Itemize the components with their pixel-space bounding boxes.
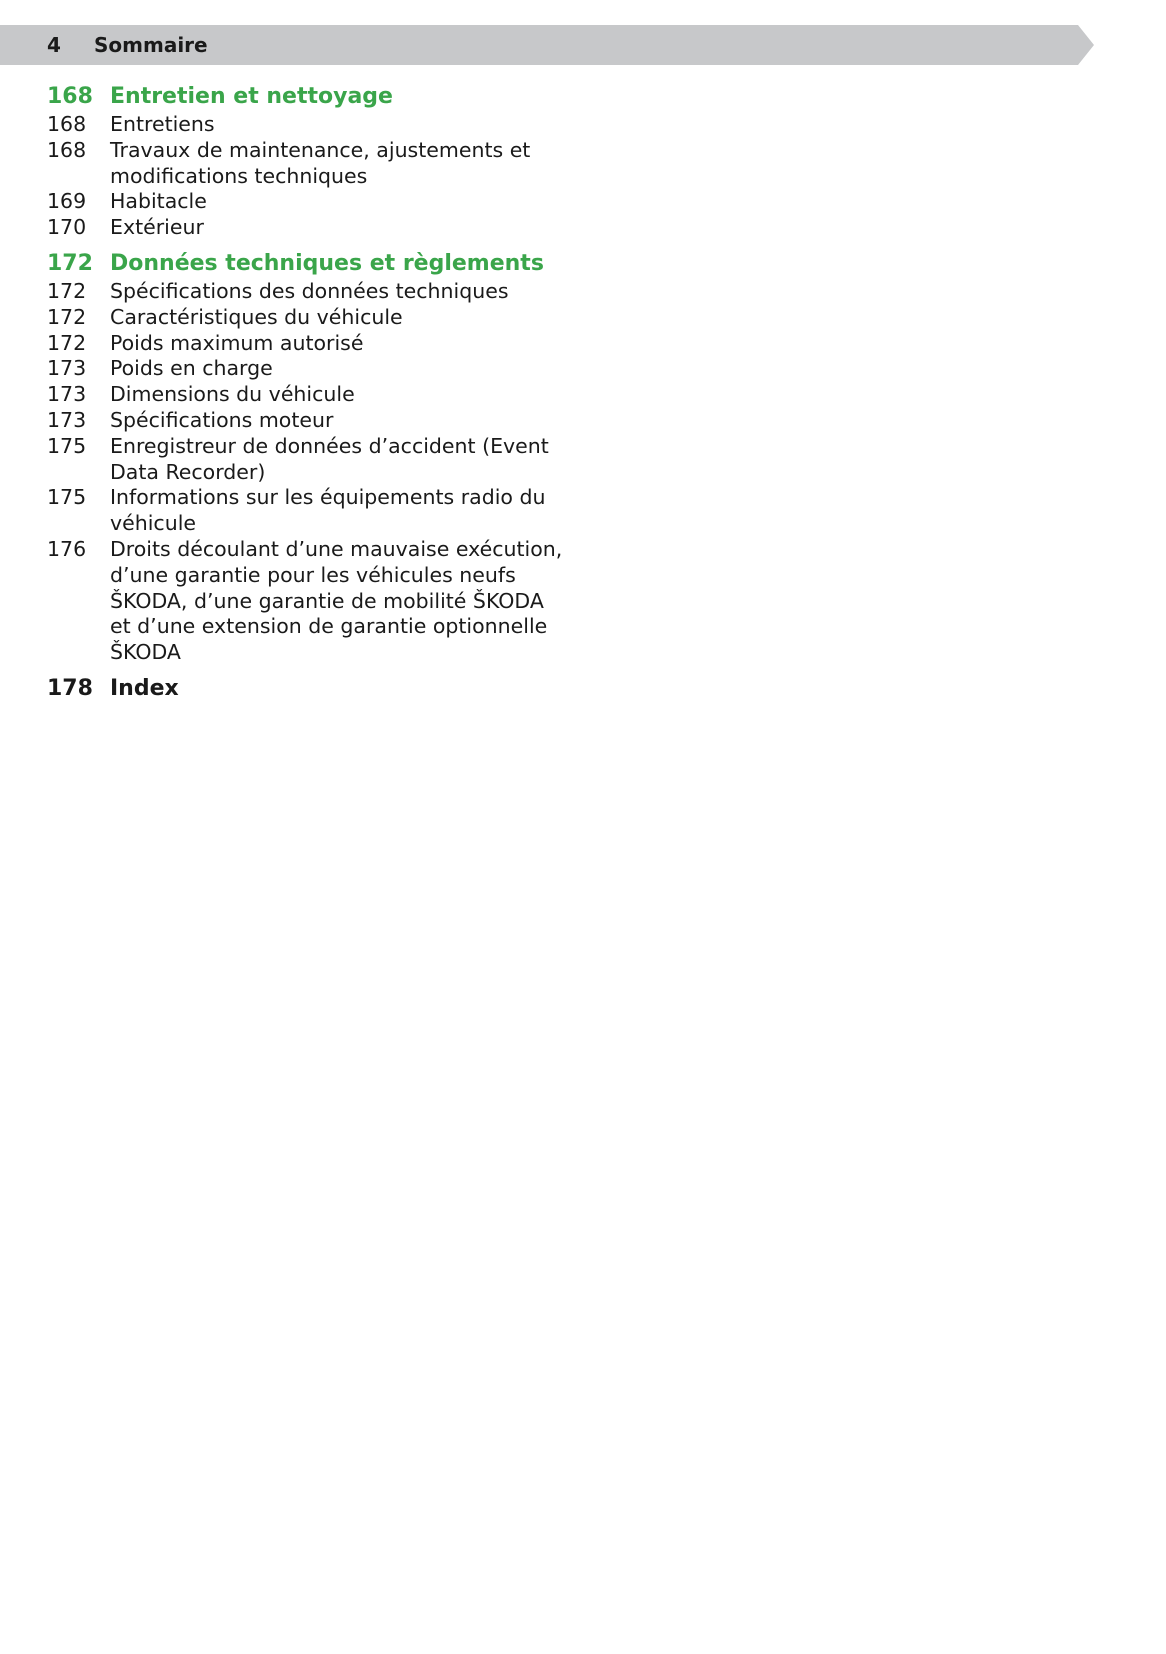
- toc-entry[interactable]: [47, 215, 567, 241]
- toc-entry[interactable]: [47, 434, 567, 486]
- toc-entry[interactable]: [47, 382, 567, 408]
- toc-entry-page: 175: [47, 485, 87, 510]
- page-title: Sommaire: [94, 33, 208, 57]
- toc-heading-title: Données techniques et règlements: [110, 250, 544, 276]
- toc-entry-page: 172: [47, 304, 87, 329]
- toc-entry-title: Extérieur: [110, 215, 204, 240]
- toc-entry-title: Spécifications moteur: [110, 407, 334, 432]
- page-number: 4: [47, 33, 61, 57]
- toc-entry-title: Spécifications des données techniques: [110, 278, 509, 303]
- toc-section-index: [47, 674, 567, 704]
- toc-entry[interactable]: [47, 356, 567, 382]
- toc-entry[interactable]: [47, 485, 567, 537]
- toc-entry-page: 170: [47, 215, 87, 240]
- toc-entry-page: 176: [47, 536, 87, 561]
- toc-heading[interactable]: [47, 249, 567, 279]
- toc-entry[interactable]: [47, 331, 567, 357]
- table-of-contents: [47, 82, 567, 712]
- toc-entry-title: Informations sur les équipements radio du véhicule: [110, 485, 546, 536]
- toc-entry-page: 173: [47, 356, 87, 381]
- toc-entry-page: 169: [47, 189, 87, 214]
- toc-entry-title: Caractéristiques du véhicule: [110, 304, 403, 329]
- toc-entry-page: 173: [47, 407, 87, 432]
- toc-index-heading[interactable]: [47, 674, 567, 704]
- toc-heading-page: 168: [47, 84, 93, 109]
- toc-index-page: 178: [47, 675, 93, 701]
- toc-heading-page: 172: [47, 250, 93, 276]
- toc-heading-title: Entretien et nettoyage: [110, 84, 393, 109]
- toc-entry[interactable]: [47, 112, 567, 138]
- toc-entry-page: 168: [47, 112, 87, 136]
- toc-entry-page: 173: [47, 382, 87, 407]
- toc-section-donnees-techniques: [47, 249, 567, 666]
- toc-heading[interactable]: [47, 82, 567, 112]
- toc-section-entretien: [47, 82, 567, 241]
- toc-entry-page: 175: [47, 433, 87, 458]
- toc-entry-title: Poids maximum autorisé: [110, 330, 364, 355]
- toc-entry-title: Entretiens: [110, 112, 215, 136]
- toc-entry-page: 172: [47, 330, 87, 355]
- toc-entry-title: Enregistreur de données d’accident (Event Data Recorder): [110, 433, 549, 484]
- toc-entry-title: Travaux de maintenance, ajustements et modifications techniques: [110, 137, 531, 188]
- toc-entry-page: 168: [47, 137, 87, 162]
- toc-entry[interactable]: [47, 537, 567, 666]
- toc-entry-page: 172: [47, 278, 87, 303]
- toc-entry-title: Droits découlant d’une mauvaise exécution, d’une garantie pour les véhicules neufs ŠKODA, d’une garantie de mobilité ŠKODA et d’une extension de garantie optionnelle ŠKODA: [110, 536, 563, 665]
- toc-entry[interactable]: [47, 305, 567, 331]
- toc-entry[interactable]: [47, 408, 567, 434]
- toc-entry[interactable]: [47, 138, 567, 190]
- toc-entry[interactable]: [47, 189, 567, 215]
- toc-entry-title: Poids en charge: [110, 356, 273, 381]
- toc-entry-title: Habitacle: [110, 189, 207, 214]
- toc-entry-title: Dimensions du véhicule: [110, 382, 355, 407]
- toc-index-title: Index: [110, 675, 179, 701]
- toc-entry[interactable]: [47, 279, 567, 305]
